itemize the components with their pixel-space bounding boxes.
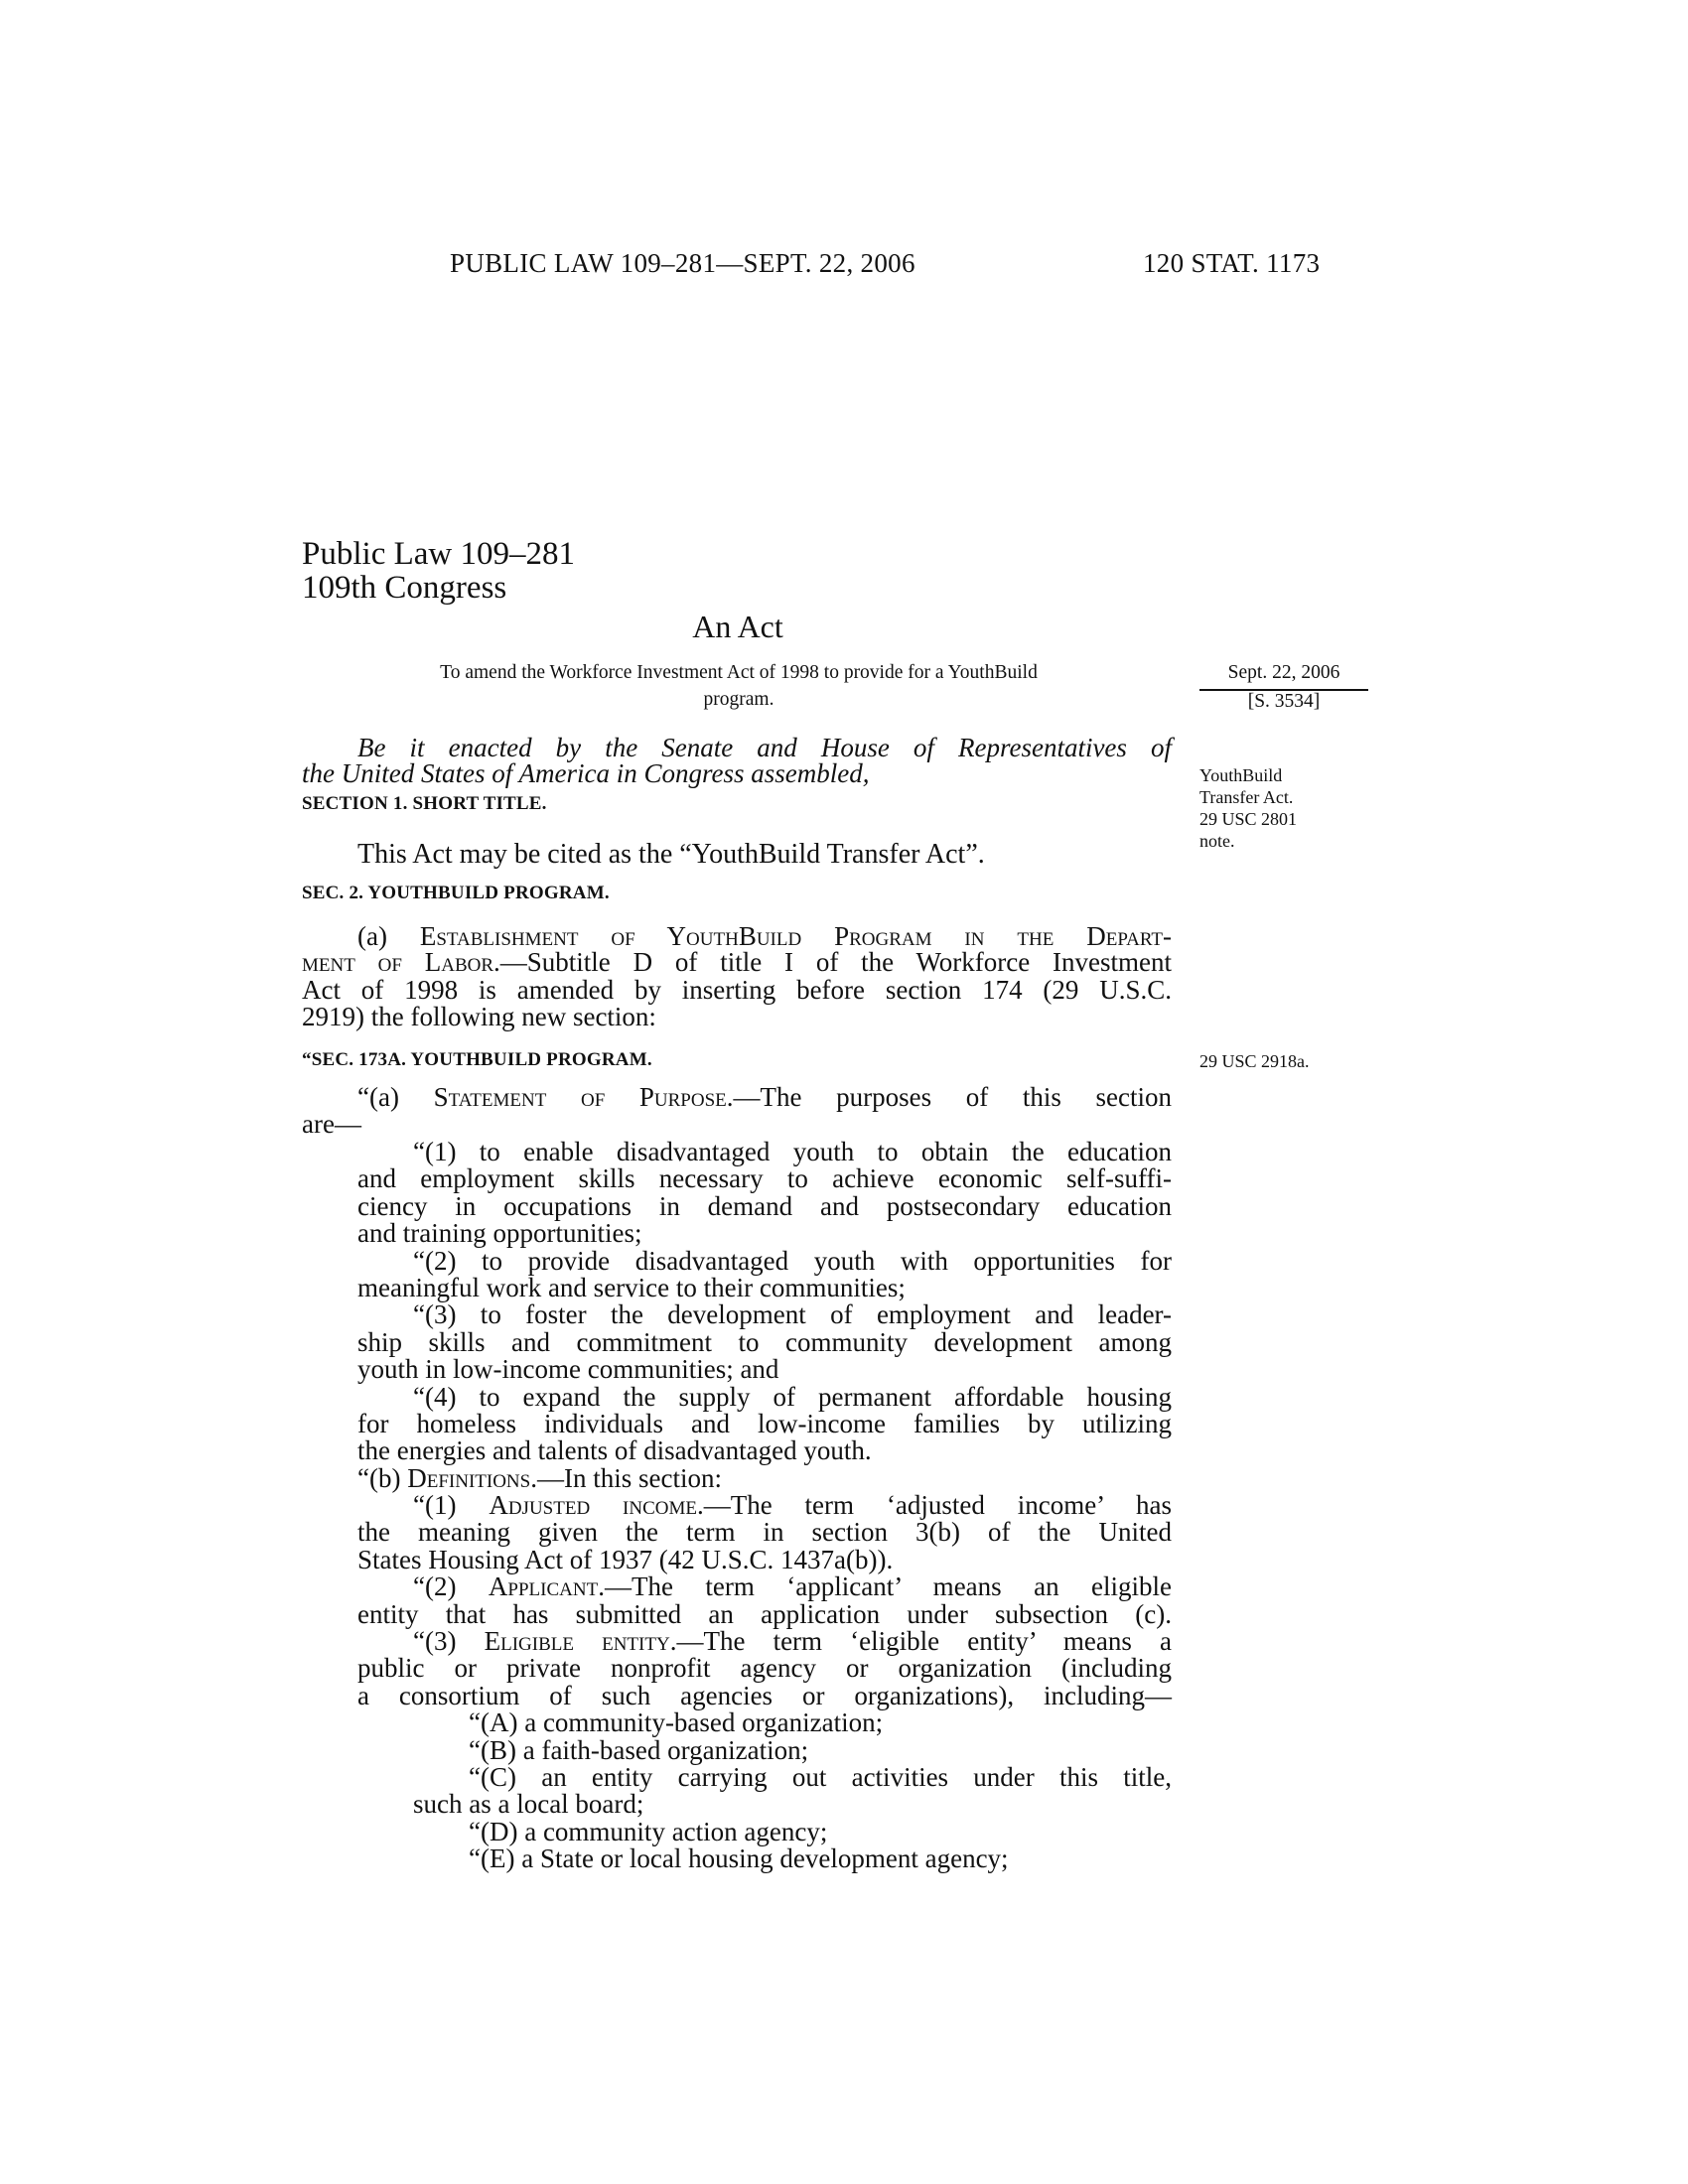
text-line: a consortium of such agencies or organizations), including— bbox=[357, 1680, 1172, 1710]
text-line: the energies and talents of disadvantaged youth. bbox=[357, 1435, 872, 1466]
sidenote-line: Transfer Act. bbox=[1199, 787, 1294, 807]
text-line: meaningful work and service to their communities; bbox=[357, 1272, 906, 1302]
section-173a-body bbox=[302, 1136, 1173, 1874]
text-line: and employment skills necessary to achieve economic self-suffi- bbox=[357, 1163, 1172, 1194]
running-title: PUBLIC LAW 109–281—SEPT. 22, 2006 bbox=[450, 248, 915, 278]
text-line: “(2) to provide disadvantaged youth with opportunities for bbox=[413, 1245, 1172, 1276]
small-caps-heading: ment of Labor. bbox=[302, 947, 500, 977]
text-line: “(A) a community-based organization; bbox=[469, 1707, 884, 1738]
enacting-clause-line-1: Be it enacted by the Senate and House of Representatives of bbox=[357, 733, 1172, 762]
section-2-heading: SEC. 2. YOUTHBUILD PROGRAM. bbox=[302, 883, 610, 903]
sidenote-line: note. bbox=[1199, 831, 1235, 851]
text-line: such as a local board; bbox=[413, 1789, 644, 1820]
small-caps-heading: Eligible entity. bbox=[484, 1626, 677, 1657]
text: —The term ‘eligible entity’ means a bbox=[676, 1626, 1173, 1657]
text-line: “(1) to enable disadvantaged youth to obtain the education bbox=[413, 1137, 1172, 1166]
section-173a-heading: “SEC. 173A. YOUTHBUILD PROGRAM. bbox=[302, 1049, 652, 1070]
enactment-date: Sept. 22, 2006 bbox=[1227, 662, 1340, 683]
purpose-line-2: program. bbox=[703, 689, 774, 710]
text: (a) bbox=[357, 921, 420, 951]
section-2-line: 2919) the following new section: bbox=[302, 1002, 656, 1031]
text-line: youth in low-income communities; and bbox=[357, 1354, 779, 1385]
text-line: public or private nonprofit agency or organization (including bbox=[357, 1653, 1172, 1684]
text-line: States Housing Act of 1937 (42 U.S.C. 1437a(b)). bbox=[357, 1544, 894, 1574]
section-1-text: This Act may be cited as the “YouthBuild Transfer Act”. bbox=[357, 839, 985, 870]
stat-page-number: 120 STAT. 1173 bbox=[1143, 248, 1321, 278]
section-sidenote: 29 USC 2918a. bbox=[1199, 1051, 1310, 1071]
purpose-line-1: To amend the Workforce Investment Act of 1998 to provide for a YouthBuild bbox=[440, 662, 1038, 683]
text-line: “(D) a community action agency; bbox=[469, 1816, 828, 1846]
text-line: “(C) an entity carrying out activities under this title, bbox=[469, 1761, 1172, 1792]
text-line: “(3) to foster the development of employment and leader- bbox=[413, 1299, 1172, 1330]
text: “(3) bbox=[413, 1626, 485, 1657]
small-caps-heading: Applicant. bbox=[488, 1571, 605, 1602]
text-line: the meaning given the term in section 3(b) of the United bbox=[357, 1517, 1172, 1548]
text-line: ship skills and commitment to community development among bbox=[357, 1326, 1172, 1357]
act-heading: An Act bbox=[692, 609, 783, 644]
sidenote-line: YouthBuild bbox=[1199, 765, 1283, 785]
small-caps-heading: Statement of Purpose. bbox=[433, 1082, 734, 1112]
text-line: “(4) to expand the supply of permanent affordable housing bbox=[413, 1381, 1172, 1412]
text-line: “(B) a faith-based organization; bbox=[469, 1734, 809, 1765]
small-caps-heading: Establishment of YouthBuild Program in the Depart- bbox=[419, 921, 1173, 951]
text-line: entity that has submitted an application under subsection (c). bbox=[357, 1598, 1172, 1629]
text: —In this section: bbox=[536, 1462, 722, 1493]
sidenote-line: 29 USC 2801 bbox=[1199, 809, 1298, 829]
section-2-line: Act of 1998 is amended by inserting before section 174 (29 U.S.C. bbox=[302, 975, 1172, 1005]
text: —Subtitle D of title I of the Workforce Investment bbox=[499, 947, 1172, 977]
text-line: for homeless individuals and low-income families by utilizing bbox=[357, 1408, 1172, 1438]
bill-number: [S. 3534] bbox=[1247, 691, 1321, 712]
text: “(2) bbox=[413, 1571, 489, 1602]
text: “(1) bbox=[413, 1490, 490, 1521]
section-1-heading: SECTION 1. SHORT TITLE. bbox=[302, 793, 547, 814]
purpose-statement-line: are— bbox=[302, 1109, 361, 1139]
congress-number: 109th Congress bbox=[302, 570, 507, 606]
text-line: “(E) a State or local housing development agency; bbox=[469, 1843, 1009, 1874]
text: —The term ‘applicant’ means an eligible bbox=[604, 1571, 1173, 1602]
text-line: ciency in occupations in demand and postsecondary education bbox=[357, 1190, 1172, 1221]
public-law-number: Public Law 109–281 bbox=[302, 536, 575, 572]
text: —The term ‘adjusted income’ has bbox=[703, 1490, 1173, 1521]
definition-line bbox=[302, 1489, 1173, 1521]
text: “(b) bbox=[357, 1462, 408, 1493]
definition-line bbox=[302, 1625, 1173, 1657]
small-caps-heading: Adjusted income. bbox=[489, 1490, 704, 1521]
text: —The purposes of this section bbox=[733, 1082, 1173, 1112]
text: “(a) bbox=[357, 1082, 434, 1112]
text-line: and training opportunities; bbox=[357, 1218, 642, 1249]
small-caps-heading: Definitions. bbox=[407, 1462, 537, 1493]
enacting-clause-line-2: the United States of America in Congress assembled, bbox=[302, 758, 870, 788]
definition-line bbox=[302, 1570, 1173, 1602]
definitions-heading-line bbox=[302, 1462, 1172, 1493]
